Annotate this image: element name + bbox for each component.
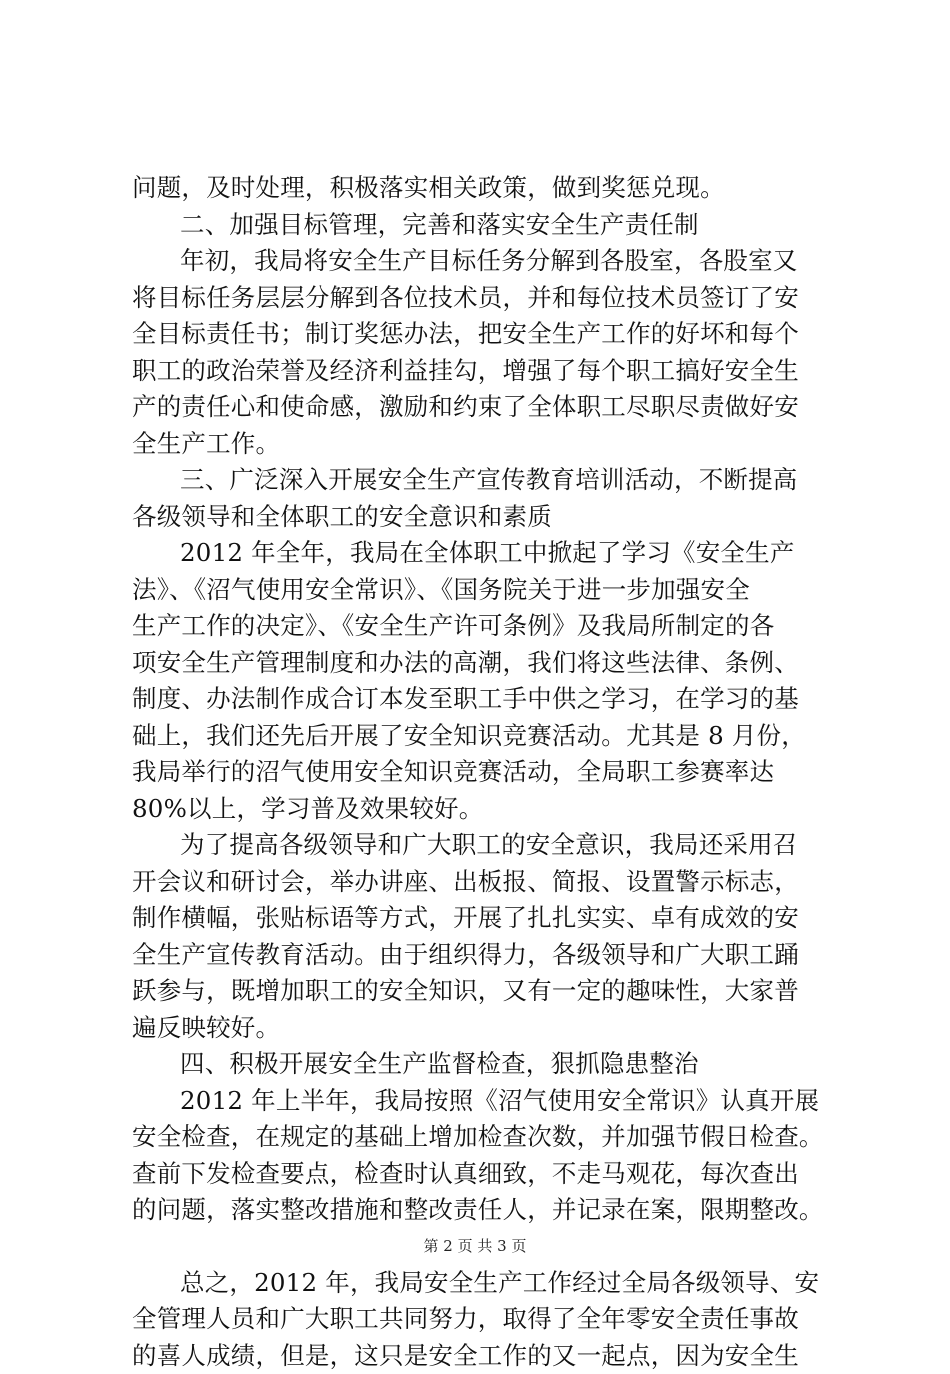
text-line: 的喜人成绩，但是，这只是安全工作的又一起点，因为安全生	[132, 1338, 852, 1374]
text-line: 生产工作的决定》、《安全生产许可条例》及我局所制定的各	[132, 608, 852, 645]
text-line: 2012 年全年，我局在全体职工中掀起了学习《安全生产	[132, 535, 852, 572]
page-number-footer: 第 2 页 共 3 页	[0, 1236, 950, 1256]
text-line: 全管理人员和广大职工共同努力，取得了全年零安全责任事故	[132, 1301, 852, 1338]
text-line: 查前下发检查要点，检查时认真细致，不走马观花，每次查出	[132, 1156, 852, 1193]
text-line: 为了提高各级领导和广大职工的安全意识，我局还采用召	[132, 827, 852, 864]
text-line: 将目标任务层层分解到各位技术员，并和每位技术员签订了安	[132, 280, 852, 317]
text-line: 产的责任心和使命感，激励和约束了全体职工尽职尽责做好安	[132, 389, 852, 426]
text-line: 跃参与，既增加职工的安全知识，又有一定的趣味性，大家普	[132, 973, 852, 1010]
text-line: 职工的政治荣誉及经济利益挂勾，增强了每个职工搞好安全生	[132, 353, 852, 390]
section-heading-3: 三、广泛深入开展安全生产宣传教育培训活动，不断提高	[132, 462, 852, 499]
section-heading-4: 四、积极开展安全生产监督检查，狠抓隐患整治	[132, 1046, 852, 1083]
document-body	[132, 170, 852, 1374]
text-line: 我局举行的沼气使用安全知识竞赛活动，全局职工参赛率达	[132, 754, 852, 791]
text-line: 开会议和研讨会，举办讲座、出板报、简报、设置警示标志，	[132, 864, 852, 901]
text-line: 安全检查，在规定的基础上增加检查次数，并加强节假日检查。	[132, 1119, 852, 1156]
text-line: 遍反映较好。	[132, 1010, 852, 1047]
section-heading-2: 二、加强目标管理，完善和落实安全生产责任制	[132, 207, 852, 244]
text-line: 问题，及时处理，积极落实相关政策，做到奖惩兑现。	[132, 170, 852, 207]
text-line: 制度、办法制作成合订本发至职工手中供之学习，在学习的基	[132, 681, 852, 718]
text-line: 全生产工作。	[132, 426, 852, 463]
text-line: 全生产宣传教育活动。由于组织得力，各级领导和广大职工踊	[132, 937, 852, 974]
section-heading-3-cont: 各级领导和全体职工的安全意识和素质	[132, 499, 852, 536]
text-line: 80%以上，学习普及效果较好。	[132, 791, 852, 828]
text-line: 年初，我局将安全生产目标任务分解到各股室，各股室又	[132, 243, 852, 280]
text-line: 项安全生产管理制度和办法的高潮，我们将这些法律、条例、	[132, 645, 852, 682]
text-line: 制作横幅，张贴标语等方式，开展了扎扎实实、卓有成效的安	[132, 900, 852, 937]
text-line: 全目标责任书；制订奖惩办法，把安全生产工作的好坏和每个	[132, 316, 852, 353]
text-line: 的问题，落实整改措施和整改责任人，并记录在案，限期整改。	[132, 1192, 852, 1229]
text-line: 总之，2012 年，我局安全生产工作经过全局各级领导、安	[132, 1265, 852, 1302]
text-line: 2012 年上半年，我局按照《沼气使用安全常识》认真开展	[132, 1083, 852, 1120]
text-line: 法》、《沼气使用安全常识》、《国务院关于进一步加强安全	[132, 572, 852, 609]
text-line: 础上，我们还先后开展了安全知识竞赛活动。尤其是 8 月份，	[132, 718, 852, 755]
